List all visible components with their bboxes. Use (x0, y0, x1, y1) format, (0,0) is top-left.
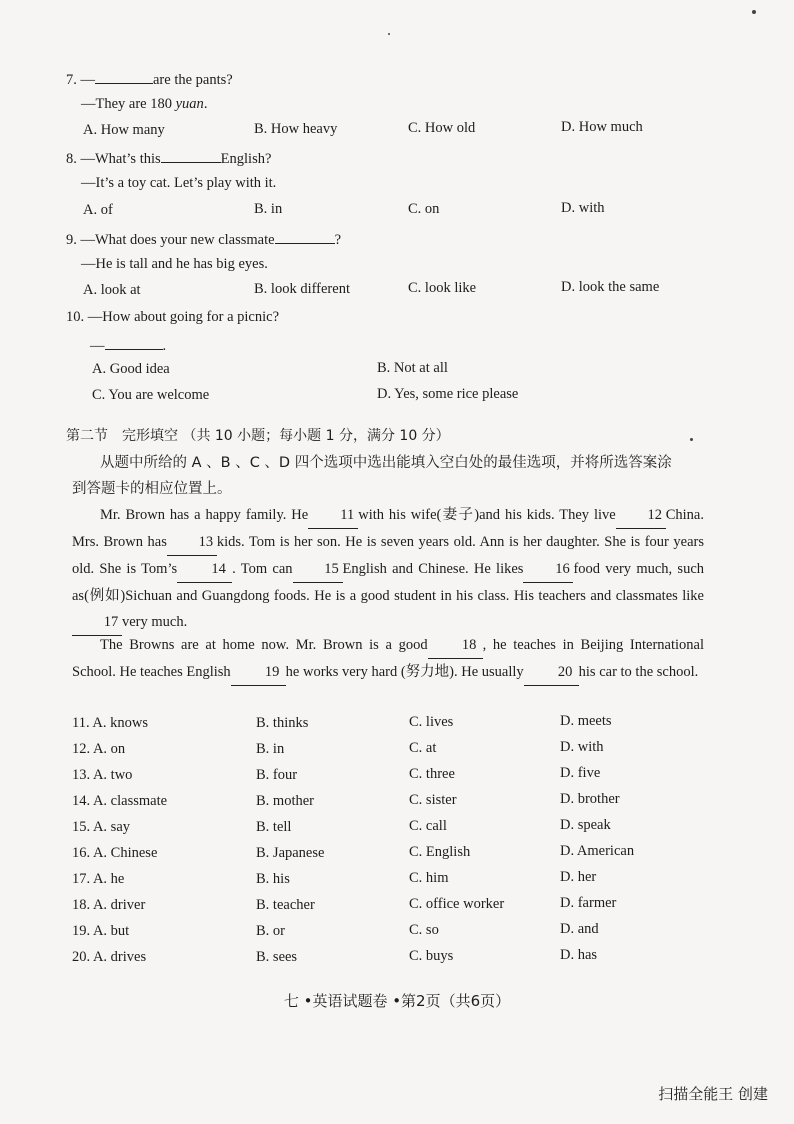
blank-19: 19 (231, 659, 286, 686)
blank-11: 11 (308, 502, 358, 529)
q9-option-d: D. look the same (561, 279, 660, 295)
q10-option-d: D. Yes, some rice please (377, 386, 519, 402)
q8-answer: —It’s a toy cat. Let’s play with it. (81, 175, 277, 191)
section2-instruction-line2: 到答题卡的相应位置上。 (72, 481, 232, 497)
blank-18: 18 (428, 632, 483, 659)
cloze-20-d: D. has (560, 947, 598, 963)
cloze-14-d: D. brother (560, 791, 620, 807)
cloze-19-b: B. or (256, 923, 285, 939)
q8-option-c: C. on (408, 201, 440, 217)
scan-speck (388, 33, 390, 35)
cloze-19-d: D. and (560, 921, 599, 937)
cloze-11-a: 11. A. knows (72, 715, 148, 731)
q9-prompt: 9. —What does your new classmate ? (66, 228, 341, 249)
cloze-16-a: 16. A. Chinese (72, 845, 158, 861)
blank-14: 14 (177, 556, 232, 583)
q7-prompt: 7. — are the pants? (66, 68, 233, 89)
cloze-13-a: 13. A. two (72, 767, 133, 783)
cloze-15-b: B. tell (256, 819, 292, 835)
scanner-watermark: 扫描全能王 创建 (658, 1085, 768, 1103)
cloze-17-d: D. her (560, 869, 597, 885)
cloze-11-b: B. thinks (256, 715, 309, 731)
scan-speck (752, 10, 756, 14)
blank-12: 12 (616, 502, 666, 529)
cloze-13-d: D. five (560, 765, 601, 781)
section2-title: 第二节 完形填空 （共 10 小题；每小题 1 分，满分 10 分） (66, 428, 450, 444)
cloze-12-b: B. in (256, 741, 285, 757)
cloze-15-a: 15. A. say (72, 819, 130, 835)
q8-option-b: B. in (254, 201, 283, 217)
cloze-20-c: C. buys (409, 948, 454, 964)
q7-blank (95, 68, 153, 84)
cloze-15-d: D. speak (560, 817, 611, 833)
section2-instruction-line1: 从题中所给的 A 、B 、C 、D 四个选项中选出能填入空白处的最佳选项，并将所选答案涂 (100, 455, 672, 471)
cloze-11-c: C. lives (409, 714, 454, 730)
cloze-13-c: C. three (409, 766, 455, 782)
cloze-12-c: C. at (409, 740, 437, 756)
cloze-16-c: C. English (409, 844, 471, 860)
cloze-14-a: 14. A. classmate (72, 793, 168, 809)
cloze-13-b: B. four (256, 767, 298, 783)
q10-answer: — . (90, 334, 166, 355)
q10-option-b: B. Not at all (377, 360, 448, 376)
cloze-18-d: D. farmer (560, 895, 617, 911)
scan-speck (690, 438, 693, 441)
cloze-12-d: D. with (560, 739, 604, 755)
blank-15: 15 (293, 556, 343, 583)
cloze-17-a: 17. A. he (72, 871, 125, 887)
page-footer: 七 •英语试题卷 •第2页（共6页） (283, 992, 511, 1010)
cloze-17-c: C. him (409, 870, 449, 886)
q8-option-d: D. with (561, 200, 605, 216)
cloze-20-b: B. sees (256, 949, 298, 965)
cloze-20-a: 20. A. drives (72, 949, 147, 965)
q7-option-a: A. How many (83, 122, 165, 138)
passage-paragraph-2: The Browns are at home now. Mr. Brown is a good 18 , he teaches in Beijing International School. He teaches English 19 he works very hard (努力地). He usually 20 his car to the school. (72, 632, 704, 686)
cloze-18-a: 18. A. driver (72, 897, 146, 913)
q8-blank (161, 147, 221, 163)
q9-answer: —He is tall and he has big eyes. (81, 256, 268, 272)
cloze-18-c: C. office worker (409, 896, 505, 912)
q8-prompt: 8. —What’s this English? (66, 147, 271, 168)
q7-option-c: C. How old (408, 120, 476, 136)
blank-13: 13 (167, 529, 217, 556)
cloze-14-b: B. mother (256, 793, 314, 809)
q7-answer: —They are 180 yuan. (81, 96, 208, 112)
q9-option-b: B. look different (254, 281, 350, 297)
cloze-16-d: D. American (560, 843, 635, 859)
cloze-19-a: 19. A. but (72, 923, 130, 939)
blank-17: 17 (72, 609, 122, 636)
passage-paragraph-1: Mr. Brown has a happy family. He 11 with his wife(妻子)and his kids. They live 12 China. Mrs. Brown has 13 kids. Tom is her son. He is seven years old. Ann is her daughter. She is four years old. She is Tom’s 14 . Tom can 15 English and Chinese. He likes 16 food very much, such as(例如)Sichuan and Guangdong foods. He is a good student in his class. His teachers and classmates like17 very much. (72, 502, 704, 636)
q10-prompt: 10. —How about going for a picnic? (66, 309, 280, 325)
q8-option-a: A. of (83, 202, 113, 218)
cloze-19-c: C. so (409, 922, 439, 938)
cloze-17-b: B. his (256, 871, 290, 887)
cloze-11-d: D. meets (560, 713, 612, 729)
cloze-14-c: C. sister (409, 792, 457, 808)
q7-option-b: B. How heavy (254, 121, 338, 137)
cloze-16-b: B. Japanese (256, 845, 325, 861)
cloze-15-c: C. call (409, 818, 447, 834)
q10-option-a: A. Good idea (92, 361, 170, 377)
q9-blank (275, 228, 335, 244)
cloze-12-a: 12. A. on (72, 741, 126, 757)
cloze-18-b: B. teacher (256, 897, 315, 913)
q7-option-d: D. How much (561, 119, 643, 135)
q10-option-c: C. You are welcome (92, 387, 210, 403)
q9-option-a: A. look at (83, 282, 141, 298)
blank-16: 16 (523, 556, 573, 583)
q9-option-c: C. look like (408, 280, 477, 296)
q10-blank (105, 334, 163, 350)
blank-20: 20 (524, 659, 579, 686)
